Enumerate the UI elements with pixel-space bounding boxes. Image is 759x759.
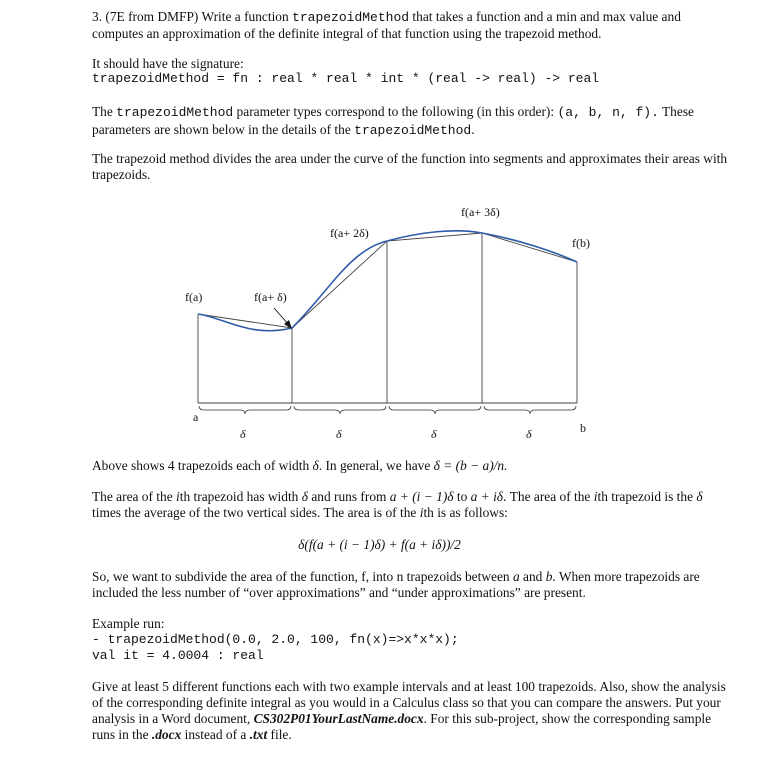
above-paragraph: Above shows 4 trapezoids each of width δ. In general, we have δ = (b − a)/n. [92, 458, 508, 473]
title-text-2: that takes a function and a min and max value and computes an approximation of the definite integral of that function using the trapezoid method. [92, 9, 681, 41]
label-delta-1: δ [240, 427, 246, 441]
subdivide-paragraph: So, we want to subdivide the area of the function, f, into n trapezoids between a and b. When more trapezoids are included the less number of “over approximations” and “under approximations” are present. [92, 569, 700, 600]
title-fn-name: trapezoidMethod [292, 10, 410, 25]
title-text-1: 3. (7E from DMFP) Write a function [92, 9, 293, 24]
delta-equation: δ = (b − a)/n. [433, 458, 508, 473]
label-delta-2: δ [336, 427, 342, 441]
params-paragraph: The trapezoidMethod parameter types correspond to the following (in this order): (a, b, n, f). These parameters are shown below in the details of the trapezoidMethod. [92, 104, 694, 138]
label-delta-4: δ [526, 427, 532, 441]
function-curve [198, 231, 577, 331]
signature-label: It should have the signature: [92, 56, 244, 71]
brace-2 [294, 406, 386, 414]
trapezoid-sides [198, 233, 577, 403]
label-fa1: f(a+ δ) [254, 290, 287, 304]
delta-braces [199, 406, 576, 414]
area-formula: δ(f(a + (i − 1)δ) + f(a + iδ))/2 [298, 537, 461, 552]
label-b: b [580, 421, 586, 435]
area-paragraph: The area of the ith trapezoid has width δ and runs from a + (i − 1)δ to a + iδ. The area of the ith trapezoid is the δ times the average of the two vertical sides. The area is of the ith is as follows: [92, 489, 703, 520]
label-fa: f(a) [185, 290, 203, 304]
trapezoid-tops [198, 233, 577, 328]
params-tuple: (a, b, n, f). [557, 105, 659, 120]
filename: CS302P01YourLastName.docx [253, 711, 424, 726]
params-fn-name: trapezoidMethod [116, 105, 234, 120]
example-line-2: val it = 4.0004 : real [92, 648, 264, 663]
params-fn-name-2: trapezoidMethod [354, 123, 472, 138]
brace-4 [484, 406, 576, 414]
label-delta-3: δ [431, 427, 437, 441]
example-label: Example run: [92, 616, 165, 631]
final-paragraph: Give at least 5 different functions each with two example intervals and at least 100 trapezoids. Also, show the analysis of the corresponding definite integral as you would in a Calculus class so that you can compare the answers. Put your analysis in a Word document, CS302P01YourLastName.docx. For this sub-project, show the corresponding sample runs in the .docx instead of a .txt file. [92, 679, 726, 742]
label-fa2: f(a+ 2δ) [330, 226, 369, 240]
brace-1 [199, 406, 291, 414]
label-a: a [193, 410, 199, 424]
label-fa3: f(a+ 3δ) [461, 205, 500, 219]
brace-3 [389, 406, 481, 414]
intro-paragraph: The trapezoid method divides the area under the curve of the function into segments and approximates their areas with trapezoids. [92, 151, 728, 182]
example-line-1: - trapezoidMethod(0.0, 2.0, 100, fn(x)=>x*x*x); [92, 632, 459, 647]
signature-code: trapezoidMethod = fn : real * real * int * (real -> real) -> real [92, 71, 600, 86]
label-fb: f(b) [572, 236, 590, 250]
